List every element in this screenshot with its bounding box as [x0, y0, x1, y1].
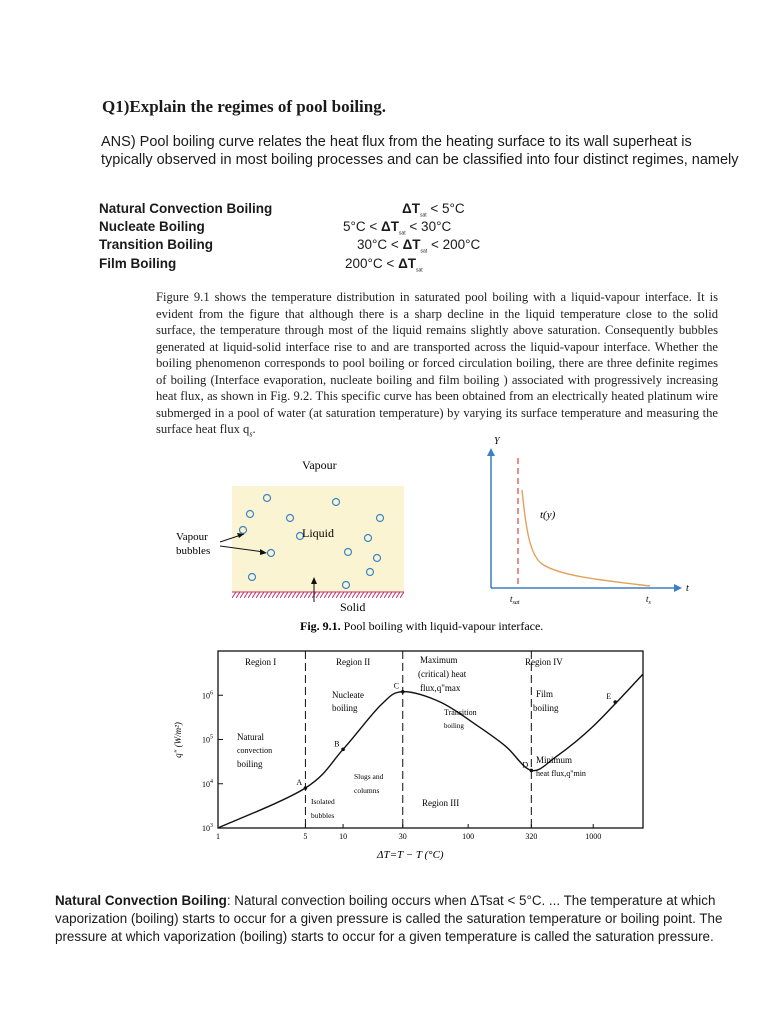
x-axis-title: ΔT=T − T (°C) [377, 849, 444, 861]
tsat-sub: sat [512, 600, 520, 606]
curve-point-label: D [522, 760, 529, 770]
tsat-label: t [510, 594, 513, 604]
regime-name: Natural Convection Boiling [99, 201, 273, 216]
curve-label: t(y) [540, 509, 556, 521]
max-flux-label: (critical) heat [418, 669, 467, 679]
x-tick-label: 1000 [585, 832, 602, 841]
min-flux-label: heat flux,q"min [536, 769, 586, 778]
min-flux-label: Minimum [536, 755, 573, 765]
isolated-label: Isolated [311, 797, 335, 806]
x-tick-label: 5 [303, 832, 308, 841]
max-flux-label: flux,q"max [420, 683, 461, 693]
regime-condition: $\Delta T_{sat} < 5^\circ C$ [402, 201, 465, 219]
regime-condition: $200^\circ C < \Delta T_{sat}$ [345, 256, 423, 274]
x-tick-label: 320 [525, 832, 538, 841]
solid-label: Solid [340, 600, 366, 614]
region-label: Region III [422, 798, 460, 808]
regime-condition: $5^\circ C < \Delta T_{sat} < 30^\circ C$ [343, 219, 452, 237]
vapour-bubbles-label: bubbles [176, 545, 211, 557]
film-label: boiling [533, 703, 559, 713]
bottom-paragraph: Natural Convection Boiling: Natural convection boiling occurs when ΔTsat < 5°C. ... The temperature at which vaporization (boiling) starts to occur for a given pressure is called the saturation temperature or boiling point. The pressure at which vaporization (boiling) starts to occur for a given temperature is called the saturation pressure. [55, 893, 723, 944]
curve-point [341, 748, 345, 752]
y-tick-label: $10^6$ [202, 690, 213, 701]
figure-caption: Fig. 9.1. Pool boiling with liquid-vapour interface. [300, 619, 544, 633]
textbook-paragraph: Figure 9.1 shows the temperature distribution in saturated pool boiling with a liquid-vapour interface. It is evident from the figure that although there is a sharp decline in the liquid temperature close to the solid surface, the temperature through most of the liquid remains slightly above saturation. Consequently bubbles generated at liquid-solid interface rise to and are transported across the liquid-vapour interface. Whether the boiling phenomenon corresponds to pool boiling or forced circulation boiling, there are three definite regimes of boiling (Interface evaporation, nucleate boiling and film boiling ) associated with progressively increasing heat flux, as shown in Fig. 9.2. This specific curve has been obtained from an electrically heated platinum wire submerged in a pool of water (at saturation temperature) by varying its surface temperature and measuring the surface heat flux $q_s$. [156, 290, 718, 439]
t-axis-label: t [686, 583, 689, 594]
x-tick-label: 1 [216, 832, 220, 841]
curve-point-label: E [606, 692, 612, 702]
natural-label: convection [237, 746, 273, 755]
natural-label: boiling [237, 759, 263, 769]
y-axis-label: Y [494, 436, 500, 447]
regime-name: Nucleate Boiling [99, 219, 205, 234]
curve-point [401, 690, 405, 694]
region-label: Region II [336, 657, 371, 667]
region-label: Region I [245, 657, 277, 667]
regime-condition: $30^\circ C < \Delta T_{sat} < 200^\circ C$ [357, 237, 481, 255]
figure-boiling-curve [165, 640, 655, 870]
y-tick-label: $10^5$ [202, 734, 213, 745]
curve-point [530, 769, 534, 773]
figure-9-1 [160, 430, 720, 640]
transition-label: Transition [444, 708, 477, 717]
curve-point-label: B [334, 739, 340, 749]
slugs-label: columns [354, 786, 380, 795]
ts-label: t [646, 594, 649, 604]
regime-name: Film Boiling [99, 256, 177, 271]
question-title: Q1)Explain the regimes of pool boiling. [102, 97, 386, 116]
nucleate-label: boiling [332, 703, 358, 713]
transition-label: boiling [444, 722, 464, 730]
svg-text:ts [646, 594, 652, 606]
x-tick-label: 30 [398, 832, 407, 841]
svg-text:tsat [510, 594, 520, 606]
vapour-bubbles-label: Vapour [176, 531, 208, 543]
solid-hatch [232, 592, 404, 598]
y-axis-title: q" (W/m²) [173, 722, 183, 758]
max-flux-label: Maximum [420, 655, 458, 665]
x-tick-label: 100 [462, 832, 475, 841]
nucleate-label: Nucleate [332, 690, 364, 700]
film-label: Film [536, 689, 554, 699]
x-tick-label: 10 [339, 832, 348, 841]
y-tick-label: $10^3$ [202, 823, 213, 833]
natural-label: Natural [237, 732, 264, 742]
curve-point [613, 700, 617, 704]
curve-point-label: C [393, 681, 400, 691]
isolated-label: bubbles [311, 811, 335, 820]
regime-name: Transition Boiling [99, 237, 213, 252]
answer-intro: ANS) Pool boiling curve relates the heat flux from the heating surface to its wall superheat is typically observed in most boiling processes and can be classified into four distinct regimes, namely [101, 134, 739, 168]
curve-point-label: A [296, 778, 303, 788]
vapour-label: Vapour [302, 458, 337, 472]
liquid-label: Liquid [302, 526, 334, 540]
curve-point [304, 786, 308, 790]
region-label: Region IV [525, 657, 563, 667]
y-tick-label: $10^4$ [202, 778, 213, 789]
slugs-label: Slugs and [354, 772, 384, 781]
temperature-curve [522, 490, 650, 586]
ts-sub: s [648, 600, 651, 606]
